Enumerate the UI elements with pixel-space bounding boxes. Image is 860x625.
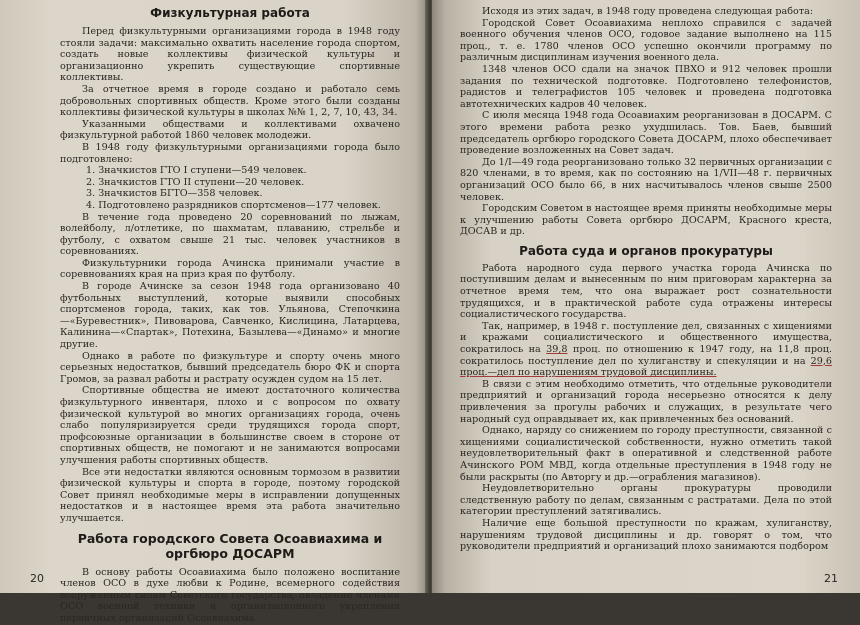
paragraph: За отчетное время в городе создано и работало семь добровольных спортивных обществ. Кроме этого были созданы коллективы физической культуры в школах №№ 1, 2, 7, 10, 43, 34. bbox=[60, 83, 400, 119]
page-number-right: 21 bbox=[824, 572, 838, 585]
paragraph: До 1/I—49 года реорганизовано только 32 первичных организации с 820 членами, в то время, как по состоянию на 1/VII—48 г. первичных организаций ОСО было 66, в них насчитывалось членов свыше 2500 человек. bbox=[460, 156, 832, 203]
underlined-figure: 39,8 bbox=[546, 344, 568, 356]
paragraph: В городе Ачинске за сезон 1948 года организовано 40 футбольных выступлений, которые выявили способных спортсменов города, таких, как тов. Ульянова, Степочкина—«Буревестник», Пивоварова, Савченко, Кислицина, Латарцева, Калинина—«Спартак», Потехина, Базылева—«Динамо» и многие другие. bbox=[60, 281, 400, 351]
paragraph: Указанными обществами и коллективами охвачено физкультурной работой 1860 человек молодежи. bbox=[60, 118, 400, 142]
paragraph: В связи с этим необходимо отметить, что отдельные руководители предприятий и организаций города несерьезно относятся к делу привлечения за прогулы рабочих и служащих, в результате чего народный суд оправдывает их, как привлеченных без оснований. bbox=[460, 378, 832, 425]
list-item: 3. Значкистов БГТО—358 человек. bbox=[86, 188, 263, 200]
paragraph: Однако в работе по физкультуре и спорту очень много серьезных недостатков, бывший председатель бюро ФК и спорта Громов, за развал работы и растрату осужден судом на 15 лет. bbox=[60, 350, 400, 385]
paragraph: Физкультурники города Ачинска принимали участие в соревнованиях края на приз края по футболу. bbox=[60, 257, 400, 281]
text-run: проц. по отношению к 1947 году, на 11,8 проц. сократилось поступление дел по хулиганству и спекуляции и на bbox=[460, 344, 832, 367]
paragraph: Все эти недостатки являются основным тормозом в развитии физической культуры и спорта в городе, поэтому городской Совет принял необходимые меры в исправлении допущенных недостатков и в настоящее время эта работа значительно улучшается. bbox=[60, 466, 400, 524]
left-page bbox=[0, 0, 428, 624]
paragraph: В 1948 году физкультурными организациями города было подготовлено: bbox=[60, 141, 400, 165]
paragraph: В основу работы Осоавиахима было положено воспитание членов ОСО в духе любви к Родине, всемерного содействия вооруженным силам Советского государства, овладение членами ОСО военной техники и организационного укрепления первичных организаций Осоавиахима. bbox=[60, 566, 400, 624]
heading-court-prosecution: Работа суда и органов прокуратуры bbox=[519, 243, 773, 258]
underlined-figure: 29,6 проц. bbox=[460, 355, 832, 379]
paragraph-underlined bbox=[460, 321, 832, 379]
paragraph: 1348 членов ОСО сдали на значок ПВХО и 912 человек прошли задания по технической подготовке. Подготовлено телефонистов, радистов и телеграфистов 105 человек и проведена подготовка автотехнических кадров 40 человек. bbox=[460, 63, 832, 110]
trained-list bbox=[60, 165, 400, 211]
heading-physical-culture: Физкультурная работа bbox=[150, 6, 310, 20]
paragraph: Спортивные общества не имеют достаточного количества физкультурного инвентаря, плохо и с вопросом по охвату физической культурой во многих организациях города, очень слабо популяризируется среди трудящихся города спорт, профсоюзные организации в большинстве своем в стороне от спортивных обществ, не помогают и не занимаются вопросами улучшения работы спортивных обществ. bbox=[60, 385, 400, 466]
list-item: 2. Значкистов ГТО II ступени—20 человек. bbox=[86, 176, 305, 188]
paragraph: С июля месяца 1948 года Осоавиахим реорганизован в ДОСАРМ. С этого времени работа резко ухудшилась. Тов. Баев, бывший председатель оргбюро городского Совета ДОСАРМ, плохо обеспечивает проведение возложенных на Совет задач. bbox=[460, 110, 832, 157]
page-number-left: 20 bbox=[30, 572, 44, 585]
paragraph: Городской Совет Осоавиахима неплохо справился с задачей военного обучения членов ОСО, годовое задание выполнено на 115 проц., т. е. 1780 членов ОСО успешно окончили программу по различным дисциплинам изучения военного дела. bbox=[460, 17, 832, 64]
paragraph: Городским Советом в настоящее время приняты необходимые меры к улучшению работы Совета оргбюро ДОСАРМ, Красного креста, ДОСАВ и др. bbox=[460, 203, 832, 238]
text-run: —дел по нарушениям трудовой дисциплины. bbox=[487, 367, 717, 379]
left-column bbox=[60, 0, 400, 625]
right-page bbox=[432, 0, 860, 593]
paragraph: Работа народного суда первого участка города Ачинска по поступившим делам и вынесенным по ним приговорам характерна за отчетное время тем, что она выражает рост сознательности трудящихся, и в практической работе суда отражены интересы социалистического государства. bbox=[460, 262, 832, 321]
paragraph: Перед физкультурными организациями города в 1948 году стояли задачи: максимально охватить население города спортом, создать новые коллективы физической культуры и организационно укрепить существующие спортивные коллективы. bbox=[60, 26, 400, 84]
right-column bbox=[460, 0, 832, 553]
list-item: 4. Подготовлено разрядников спортсменов—177 человек. bbox=[86, 199, 381, 211]
paragraph: Однако, наряду со снижением по городу преступности, связанной с хищениями социалистической собственности, нужно отметить такой неудовлетворительный факт в оперативной и следственной работе Ачинского РОМ МВД, когда отдельные преступления в 1948 году не были раскрыты (по Авторгу и др.—ограбления магазинов). bbox=[460, 425, 832, 483]
paragraph: Исходя из этих задач, в 1948 году проведена следующая работа: bbox=[482, 6, 814, 17]
list-item: 1. Значкистов ГТО I ступени—549 человек. bbox=[86, 165, 307, 177]
paragraph: Наличие еще большой преступности по кражам, хулиганству, нарушениям трудовой дисциплины и др. говорят о том, что руководители предприятий и организаций плохо занимаются подбором bbox=[460, 517, 832, 553]
text-run: Так, например, в 1948 г. поступление дел, связанных с хищениями и кражами социалистического и общественного имущества, сократилось на bbox=[460, 320, 832, 356]
heading-osoaviakhim: Работа городского Совета Осоавиахима и оргбюро ДОСАРМ bbox=[77, 530, 383, 561]
paragraph: В течение года проведено 20 соревнований по лыжам, волейболу, л/отлетике, по шахматам, плаванию, стрельбе и футболу, с охватом свыше 21 тыс. человек участников в соревнованиях. bbox=[60, 211, 400, 258]
paragraph: Неудовлетворительно органы прокуратуры проводили следственную работу по делам, связанным с растратами. Дела по этой категории преступлений затягивались. bbox=[460, 483, 832, 518]
